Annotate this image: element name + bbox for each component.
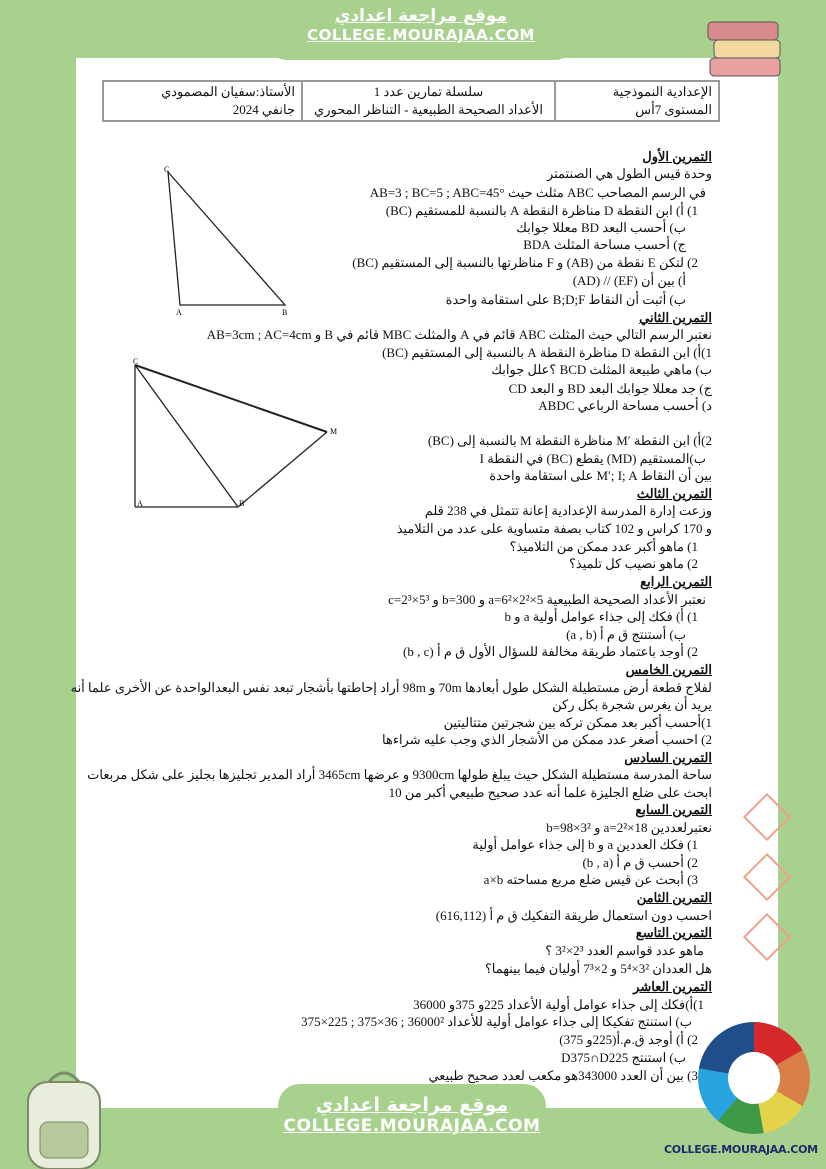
books-icon (706, 14, 786, 84)
point-label-b: B (282, 308, 288, 317)
ex1-line: ج) أحسب مساحة المثلث BDA (523, 237, 686, 252)
ex3-line: 2) ماهو نصيب كل تلميذ؟ (568, 556, 698, 571)
ex10-line: 3) بين أن العدد 343000هو مكعب لعدد صحيح طبيعي (428, 1068, 698, 1083)
point-label-a: A (137, 499, 143, 508)
ex7-line: 3) أبحث عن قيس ضلع مربع مساحته a×b (483, 872, 698, 887)
site-name-ar: موقع مراجعة اعدادي (334, 6, 508, 26)
topic: الأعداد الصحيحة الطبيعية - التناظر المحوري (314, 102, 543, 117)
ex10-line: 2) أ) أوجد ق.م.أ(225و 375) (559, 1032, 698, 1047)
ex5-line: لفلاح قطعة أرض مستطيلة الشكل طول أبعادها 70m و 98m أراد إحاطتها بأشجار تبعد نفس البعدالواحدة عن الأخرى علما أنه (70, 680, 712, 695)
site-url[interactable]: COLLEGE.MOURAJAA.COM (283, 1116, 541, 1136)
triangle-figure-1 (150, 160, 300, 320)
ex1-line: أ) بين أن (EF) // (AD) (572, 273, 686, 288)
ex5-title: التمرين الخامس (625, 662, 712, 677)
logo-url-text[interactable]: COLLEGE.MOURAJAA.COM (664, 1143, 818, 1156)
ex1-line: 2) لتكن E نقطة من (AB) و F مناظرتها بالنسبة إلى المستقيم (BC) (352, 255, 698, 270)
ex7-line: 2) أحسب ق م أ (b , a) (582, 855, 698, 870)
ex7-line: نعتبرلعددين a=2²×18 و b=98×3² (546, 820, 712, 835)
date: جانفي 2024 (232, 102, 295, 117)
ex2-line: ب)المستقيم (MD) يقطع (BC) في النقطة I (479, 451, 706, 466)
point-label-m: M (330, 427, 338, 436)
site-name-ar: موقع مراجعة اعدادي (315, 1094, 509, 1116)
ex3-title: التمرين الثالث (636, 486, 712, 501)
ex6-line: ساحة المدرسة مستطيلة الشكل حيث يبلغ طولها 9300cm و عرضها 3465cm أراد المدير تجليزها بجليز على شكل مربعات (87, 767, 712, 782)
ex2-line: نعتبر الرسم التالي حيث المثلث ABC قائم في A والمثلث MBC قائم في B و AB=3cm ; AC=4cm (206, 327, 712, 342)
ex10-title: التمرين العاشر (633, 979, 712, 994)
ex8-title: التمرين الثامن (636, 890, 712, 905)
ex9-line: ماهو عدد قواسم العدد 2³×3² ؟ (545, 943, 704, 958)
site-logo-wheel (698, 1022, 810, 1134)
ex2-line: ب) ماهي طبيعة المثلث BCD ؟علل جوابك (491, 362, 712, 377)
series-title: سلسلة تمارين عدد 1 (373, 84, 484, 99)
backpack-icon (14, 1062, 114, 1169)
ex2-line: 2)أ) ابن النقطة ′M مناظرة النقطة M بالنسبة إلى (BC) (427, 433, 712, 448)
ex6-title: التمرين السادس (624, 750, 712, 765)
top-site-banner[interactable] (265, 0, 577, 60)
ex1-line: وحدة قيس الطول هي الصنتمتر (546, 166, 712, 181)
ex9-line: هل العددان 3²×5⁴ و 2×7³ أوليان فيما بينهما؟ (484, 961, 712, 976)
ex3-line: و 170 كراس و 102 كتاب بصفة متساوية على عدد من التلاميذ (396, 521, 712, 536)
school-name: الإعدادية النموذجية (612, 84, 712, 99)
point-label-c: C (164, 165, 170, 174)
ex2-line: د) أحسب مساحة الرباعي ABDC (538, 398, 712, 413)
ex1-title: التمرين الأول (642, 149, 712, 164)
ex10-line: ب) استنتج تفكيكا إلى جذاء عوامل أولية للأعداد 36000² ; 36×375 ; 225×375 (301, 1014, 692, 1029)
ex4-line: 2) أوجد باعتماد طريقة مخالفة للسؤال الأول ق م أ (b , c) (403, 644, 698, 659)
ex1-line: ب) أثبت أن النقاط B;D;F على استقامة واحدة (445, 292, 686, 307)
ex4-line: ب) أستنتج ق م أ (a , b) (566, 627, 686, 642)
level: المستوى 7أس (635, 102, 712, 117)
ex5-line: يريد أن يغرس شجرة بكل ركن (552, 697, 712, 712)
triangle-figure-2 (125, 355, 345, 520)
ex6-line: ابحث على ضلع الجليزة علما أنه عدد صحيح طبيعي أكبر من 10 (388, 785, 712, 800)
site-url[interactable]: COLLEGE.MOURAJAA.COM (307, 26, 535, 44)
ex7-line: 1) فكك العددين a و b إلى جذاء عوامل أولية (472, 837, 698, 852)
ex5-line: 2) احسب أصغر عدد ممكن من الأشجار الذي وجب عليه شراءها (382, 732, 712, 747)
ex3-line: وزعت إدارة المدرسة الإعدادية إعانة تتمثل في 238 قلم (424, 503, 712, 518)
ex1-line: 1) أ) ابن النقطة D مناظرة النقطة A بالنسبة للمستقيم (BC) (385, 203, 698, 218)
ex4-title: التمرين الرابع (640, 574, 712, 589)
ex1-line: في الرسم المصاحب ABC مثلث حيث AB=3 ; BC=5 ; ABC=45° (369, 185, 706, 200)
ex2-title: التمرين الثاني (639, 310, 712, 325)
bottom-site-banner[interactable] (278, 1084, 546, 1169)
teacher-name: الأستاذ:سفيان المصمودي (161, 84, 295, 99)
ex5-line: 1)أحسب أكبر بعد ممكن تركه بين شجرتين متتاليتين (443, 715, 712, 730)
point-label-c: C (133, 357, 139, 366)
ex8-line: احسب دون استعمال طريقة التفكيك ق م أ (616,112) (435, 908, 712, 923)
ex2-line: بين أن النقاط M′; I; A على استقامة واحدة (489, 468, 712, 483)
ex10-line: ب) استنتج D375∩D225 (561, 1050, 686, 1065)
point-label-b: B (239, 499, 245, 508)
ex1-line: ب) أحسب البعد BD معللا جوابك (516, 220, 686, 235)
ex7-title: التمرين السابع (635, 802, 712, 817)
ex2-line: ج) جد معللا جوابك البعد BD و البعد CD (508, 381, 712, 396)
ex4-line: نعتبر الأعداد الصحيحة الطبيعية a=6²×2²×5 و b=300 و c=2³×5³ (388, 592, 706, 607)
ex10-line: 1)أ)فكك إلى جذاء عوامل أولية الأعداد 225و 375و 36000 (413, 997, 704, 1012)
ex2-line: 1)أ) ابن النقطة D مناظرة النقطة A بالنسبة إلى المستقيم (BC) (382, 345, 712, 360)
point-label-a: A (176, 308, 182, 317)
ex3-line: 1) ماهو أكبر عدد ممكن من التلاميذ؟ (509, 539, 698, 554)
ex9-title: التمرين التاسع (635, 925, 712, 940)
header-table (102, 80, 720, 122)
ex4-line: 1) أ) فكك إلى جذاء عوامل أولية a و b (504, 609, 698, 624)
